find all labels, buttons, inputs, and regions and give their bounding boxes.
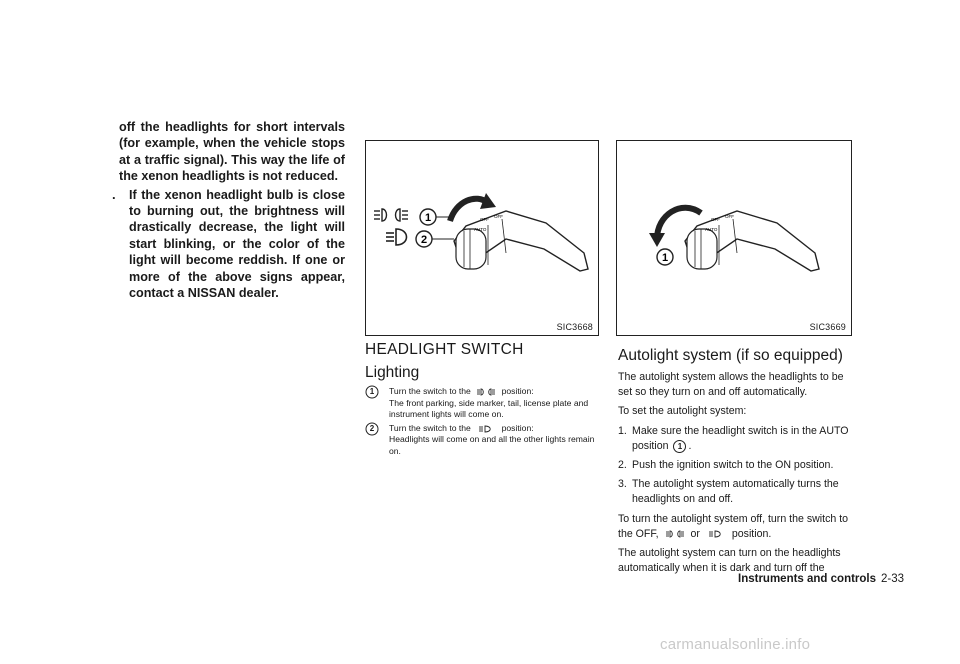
lighting-item-2 xyxy=(365,423,597,458)
callout-1: 1 xyxy=(661,252,669,264)
stalk-label-auto: AUTO xyxy=(705,227,718,232)
page-footer xyxy=(738,573,904,585)
stalk-label-off-1: OFF xyxy=(711,217,720,222)
page-number: 2-33 xyxy=(881,573,905,585)
stalk-illustration xyxy=(366,141,598,335)
stalk-label-off-2: OFF xyxy=(494,214,503,219)
figure-caption: SIC3669 xyxy=(809,322,846,332)
figure-headlight-switch-lighting xyxy=(365,140,599,336)
watermark: carmanualsonline.info xyxy=(660,636,811,653)
parking-lights-symbol xyxy=(374,209,408,221)
stalk-label-auto: AUTO xyxy=(474,227,487,232)
step-number: 1. xyxy=(618,424,627,437)
stalk-label-off-1: OFF xyxy=(480,217,489,222)
section-heading: HEADLIGHT SWITCH xyxy=(365,341,524,358)
stalk-knob xyxy=(456,229,486,269)
autolight-step-2: 2. Push the ignition switch to the ON position. xyxy=(618,458,852,473)
left-column xyxy=(112,119,345,301)
autolight-to-set: To set the autolight system: xyxy=(618,405,747,418)
parking-lights-icon xyxy=(476,388,496,396)
headlight-icon xyxy=(476,425,496,433)
step-number: 3. xyxy=(618,478,627,491)
autolight-intro: The autolight system allows the headlights to be set so they turn on and off automatically. xyxy=(618,371,844,399)
callout-1-inline: 1 xyxy=(673,440,686,453)
autolight-section xyxy=(618,346,852,580)
stalk-label-off-2: OFF xyxy=(725,214,734,219)
headlight-switch-section xyxy=(365,340,597,458)
figure-autolight-switch xyxy=(616,140,852,336)
bullet-paragraph: If the xenon headlight bulb is close to burning out, the brightness will drastically decrease, the light will start blinking, or the color of the light will become reddish. If one or more of the above signs appear, contact a NISSAN dealer. xyxy=(129,187,345,301)
item-description: The front parking, side marker, tail, license plate and instrument lights will come on. xyxy=(389,397,589,420)
subsection-heading: Lighting xyxy=(365,364,420,381)
footer-section-title: Instruments and controls xyxy=(738,573,877,585)
callout-1: 1 xyxy=(424,212,432,224)
autolight-step-1: 1. Make sure the headlight switch is in the AUTO position 1 . xyxy=(618,424,849,452)
item-description: Headlights will come on and all the other lights remain on. xyxy=(389,434,595,456)
stalk-knob xyxy=(687,229,717,269)
item-number-1: 1 xyxy=(366,386,378,398)
autolight-heading: Autolight system (if so equipped) xyxy=(618,347,843,364)
callout-2: 2 xyxy=(420,234,428,246)
continuation-paragraph: off the headlights for short intervals (for example, when the vehicle stops at a traffic signal). This way the life of the xenon headlights is not reduced. xyxy=(119,120,345,184)
item-instruction: Turn the switch to the position: xyxy=(389,422,534,433)
autolight-turn-off: To turn the autolight system off, turn the switch to the OFF, or position. xyxy=(618,512,849,540)
bullet-mark: . xyxy=(112,186,116,202)
figure-caption: SIC3668 xyxy=(556,322,593,332)
item-number-2: 2 xyxy=(366,423,378,435)
item-instruction: Turn the switch to the position: xyxy=(389,386,534,396)
autolight-closing: The autolight system can turn on the headlights automatically when it is dark and turn off the xyxy=(618,547,841,575)
headlight-symbol xyxy=(386,229,407,245)
stalk-illustration xyxy=(617,141,851,335)
autolight-step-3: 3. The autolight system automatically turns the headlights on and off. xyxy=(618,478,839,506)
lighting-item-1 xyxy=(365,386,597,421)
step-number: 2. xyxy=(618,459,627,472)
headlight-icon xyxy=(706,530,726,538)
bullet-item xyxy=(112,186,345,302)
parking-lights-icon xyxy=(665,530,685,538)
